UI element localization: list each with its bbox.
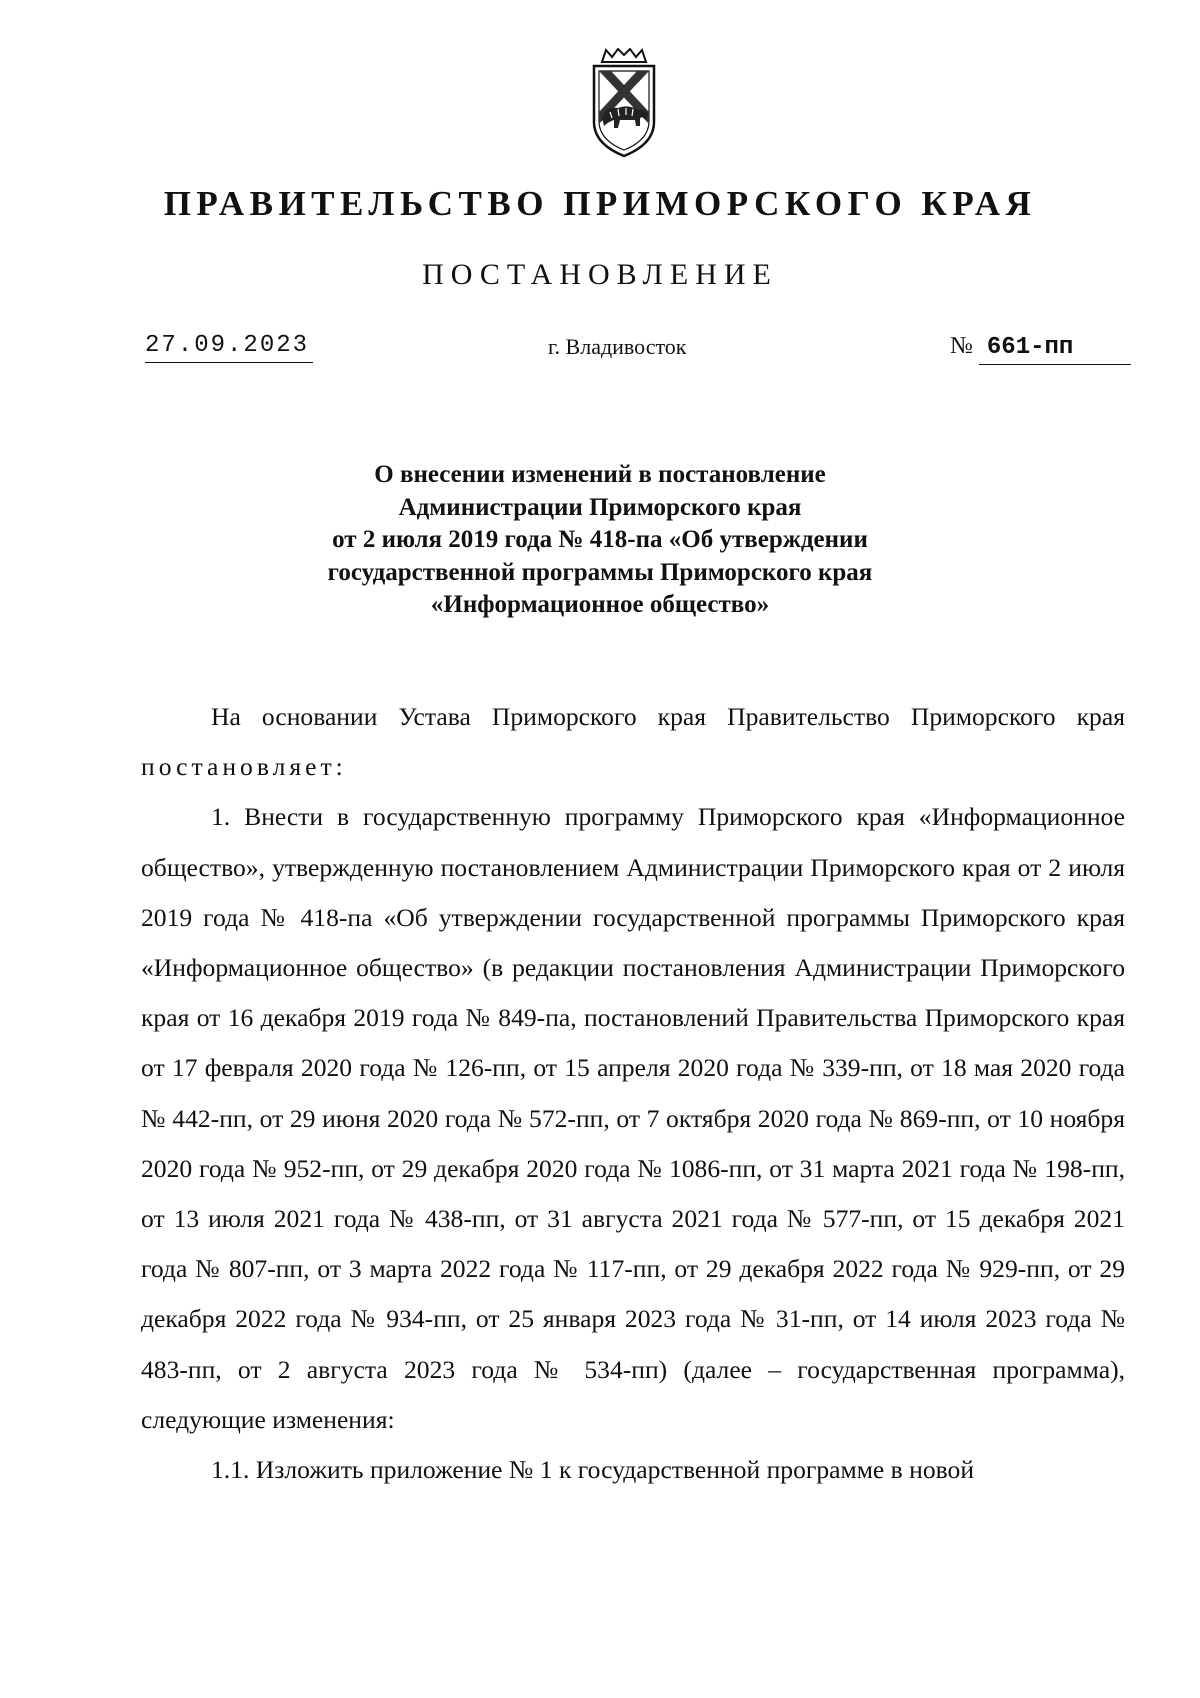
resolves-keyword: постановляет:	[141, 752, 347, 782]
paragraph-1: 1. Внести в государственную программу Приморского края «Информационное общество», утвержденную постановлением Администрации Приморского края от 2 июля 2019 года № 418-па «Об утверждении государственной программы Приморского края «Информационное общество» (в редакции постановления Администрации Приморского края от 16 декабря 2019 года № 849-па, постановлений Правительства Приморского края от 17 февраля 2020 года № 126-пп, от 15 апреля 2020 года № 339-пп, от 18 мая 2020 года № 442-пп, от 29 июня 2020 года № 572-пп, от 7 октября 2020 года № 869-пп, от 10 ноября 2020 года № 952-пп, от 29 декабря 2020 года № 1086-пп, от 31 марта 2021 года № 198-пп, от 13 июля 2021 года № 438-пп, от 31 августа 2021 года № 577-пп, от 15 декабря 2021 года № 807-пп, от 3 марта 2022 года № 117-пп, от 29 декабря 2022 года № 929-пп, от 29 декабря 2022 года № 934-пп, от 25 января 2023 года № 31-пп, от 14 июля 2023 года № 483-пп, от 2 августа 2023 года № 534-пп) (далее – государственная программа), следующие изменения:	[141, 802, 1125, 1434]
document-number-block	[950, 330, 1131, 365]
title-line-5: «Информационное общество»	[430, 591, 770, 618]
document-date: 27.09.2023	[145, 330, 313, 363]
document-title	[200, 459, 1000, 622]
document-body	[141, 692, 1125, 1495]
paragraph-1-1: 1.1. Изложить приложение № 1 к государственной программе в новой	[211, 1455, 975, 1485]
title-line-2: Администрации Приморского края	[398, 493, 802, 521]
document-city: г. Владивосток	[548, 334, 687, 359]
document-type: ПОСТАНОВЛЕНИЕ	[422, 258, 778, 291]
preamble-paragraph	[141, 692, 1125, 792]
number-sign: №	[950, 333, 973, 359]
government-name: ПРАВИТЕЛЬСТВО ПРИМОРСКОГО КРАЯ	[163, 184, 1037, 223]
preamble-text: На основании Устава Приморского края Правительство Приморского края	[211, 702, 1125, 731]
title-line-4: государственной программы Приморского края	[327, 558, 873, 586]
title-line-1: О внесении изменений в постановление	[374, 461, 826, 488]
title-line-3: от 2 июля 2019 года № 418-па «Об утверждении	[332, 526, 868, 553]
document-number: 661-пп	[979, 332, 1131, 365]
coat-of-arms-icon	[588, 48, 660, 160]
